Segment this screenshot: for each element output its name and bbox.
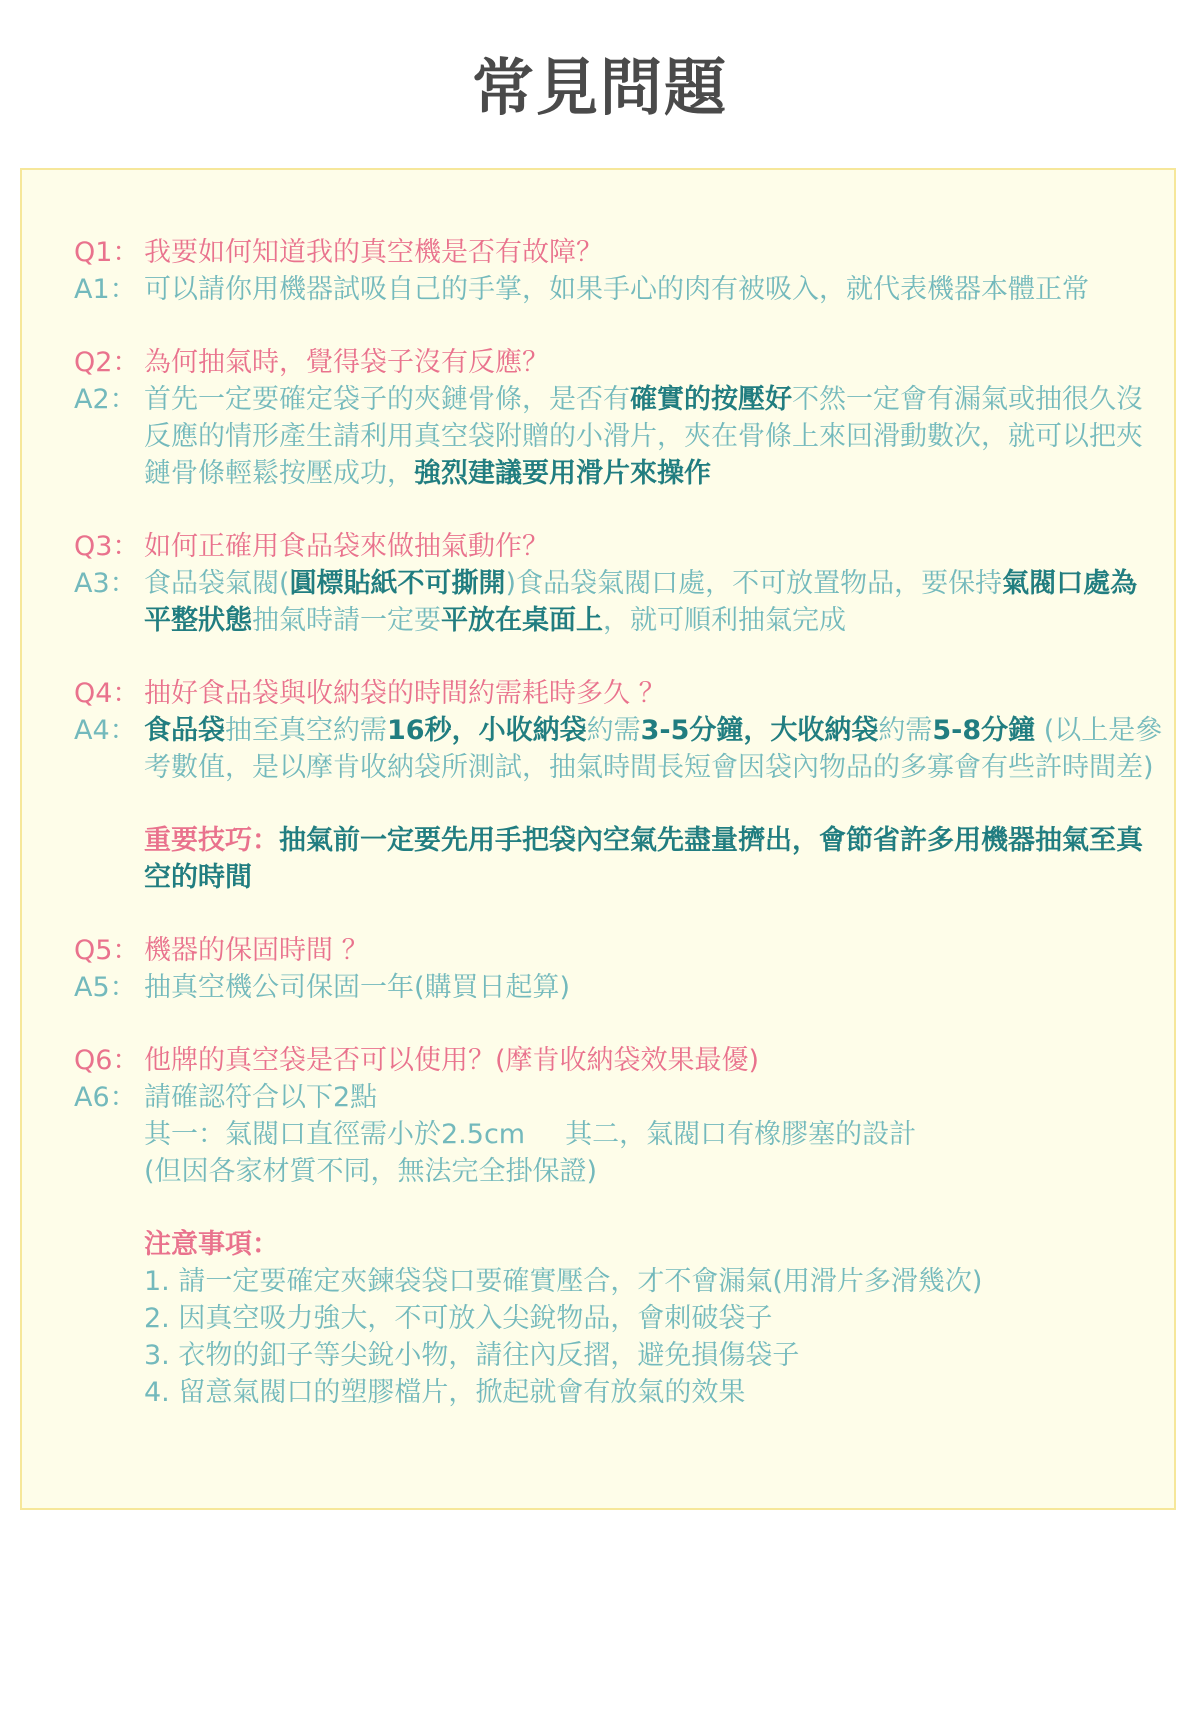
answer-4: [74, 712, 1164, 786]
answer-segment: 首先一定要確定袋子的夾鏈骨條，是否有: [144, 384, 630, 415]
answer-line: [144, 1116, 1164, 1153]
answer-5: [74, 969, 1164, 1006]
answer-segment: )食品袋氣閥口處，不可放置物品，要保持: [505, 568, 1003, 599]
answer-line: (但因各家材質不同，無法完全掛保證): [144, 1156, 598, 1187]
question-text: 如何正確用食品袋來做抽氣動作？: [144, 531, 549, 562]
question-3: [74, 528, 1164, 565]
answer-label: A1：: [74, 274, 137, 305]
answer-segment: ，就可順利抽氣完成: [603, 605, 846, 636]
answer-emphasis: 氣閥口處為平整狀態: [144, 568, 1138, 636]
answer-text: [144, 712, 1164, 786]
answer-text: 抽真空機公司保固一年(購買日起算): [144, 972, 571, 1003]
list-item: 1. 請一定要確定夾鍊袋袋口要確實壓合，才不會漏氣(用滑片多滑幾次): [144, 1266, 983, 1297]
question-text: 抽好食品袋與收納袋的時間約需耗時多久 ？: [144, 678, 666, 709]
question-text: 我要如何知道我的真空機是否有故障？: [144, 237, 603, 268]
faq-panel: [20, 168, 1176, 1510]
answer-emphasis: 3-5分鐘: [640, 715, 744, 746]
answer-segment: 抽至真空約需: [225, 715, 387, 746]
faq-content: [74, 234, 1164, 1411]
question-5: [74, 932, 1164, 969]
answer-segment: 約需: [878, 715, 933, 746]
question-4: [74, 675, 1164, 712]
tip-text: 抽氣前一定要先用手把袋內空氣先盡量擠出，會節省許多用機器抽氣至真空的時間: [144, 825, 1143, 893]
answer-label: A4：: [74, 715, 137, 746]
list-item: 2. 因真空吸力強大，不可放入尖銳物品，會刺破袋子: [144, 1303, 773, 1334]
answer-1: [74, 271, 1164, 308]
question-6: [74, 1042, 1164, 1079]
answer-emphasis: ，大收納袋: [743, 715, 879, 746]
answer-line: 請確認符合以下2點: [144, 1082, 378, 1113]
question-label: Q4：: [74, 678, 140, 709]
answer-6: [74, 1079, 1164, 1190]
notes-label: 注意事項：: [144, 1229, 279, 1260]
list-item: 3. 衣物的釦子等尖銳小物，請往內反摺，避免損傷袋子: [144, 1340, 800, 1371]
answer-segment: 不然一定會有漏氣或抽很久沒反應的情形產生請利用真空袋附贈的小滑片，夾在骨條上來回滑動數次，就可以把夾鏈骨條輕鬆按壓成功，: [144, 384, 1143, 489]
answer-segment: 抽氣時請一定要: [252, 605, 441, 636]
answer-segment: 其二，氣閥口有橡膠塞的設計: [565, 1119, 917, 1150]
notes-section: [144, 1226, 1164, 1411]
answer-segment: 食品袋氣閥(: [144, 568, 290, 599]
question-text: 機器的保固時間 ？: [144, 935, 369, 966]
answer-text: [144, 1079, 1164, 1190]
answer-text: [144, 565, 1164, 639]
question-text: 他牌的真空袋是否可以使用？(摩肯收納袋效果最優): [144, 1045, 760, 1076]
question-1: [74, 234, 1164, 271]
list-item: 4. 留意氣閥口的塑膠檔片，掀起就會有放氣的效果: [144, 1377, 746, 1408]
answer-segment: 約需: [586, 715, 641, 746]
answer-segment: (以上是參考數值，是以摩肯收納袋所測試，抽氣時間長短會因袋內物品的多寡會有些許時間差): [144, 715, 1163, 783]
answer-segment: 其一：氣閥口直徑需小於2.5cm: [144, 1119, 526, 1150]
answer-emphasis: 食品袋: [144, 715, 225, 746]
answer-emphasis: 強烈建議要用滑片來操作: [414, 458, 711, 489]
question-text: 為何抽氣時，覺得袋子沒有反應？: [144, 347, 549, 378]
answer-3: [74, 565, 1164, 639]
answer-2: [74, 381, 1164, 492]
answer-label: A2：: [74, 384, 137, 415]
page-title: 常見問題: [471, 51, 728, 124]
answer-text: 可以請你用機器試吸自己的手掌，如果手心的肉有被吸入，就代表機器本體正常: [144, 274, 1089, 305]
notes-list: [144, 1263, 1164, 1411]
question-label: Q5：: [74, 935, 140, 966]
answer-label: A3：: [74, 568, 137, 599]
answer-emphasis: ，小收納袋: [451, 715, 587, 746]
answer-text: [144, 381, 1164, 492]
question-label: Q3：: [74, 531, 140, 562]
question-label: Q1：: [74, 237, 140, 268]
tip-label: 重要技巧：: [144, 825, 279, 856]
question-label: Q2：: [74, 347, 140, 378]
answer-emphasis: 確實的按壓好: [630, 384, 792, 415]
important-tip: [144, 822, 1164, 896]
answer-emphasis: 平放在桌面上: [441, 605, 603, 636]
question-2: [74, 344, 1164, 381]
question-label: Q6：: [74, 1045, 140, 1076]
answer-label: A6：: [74, 1082, 137, 1113]
answer-emphasis: 5-8分鐘: [932, 715, 1036, 746]
answer-label: A5：: [74, 972, 137, 1003]
answer-emphasis: 圓標貼紙不可撕開: [289, 568, 506, 599]
answer-emphasis: 16秒: [387, 715, 452, 746]
